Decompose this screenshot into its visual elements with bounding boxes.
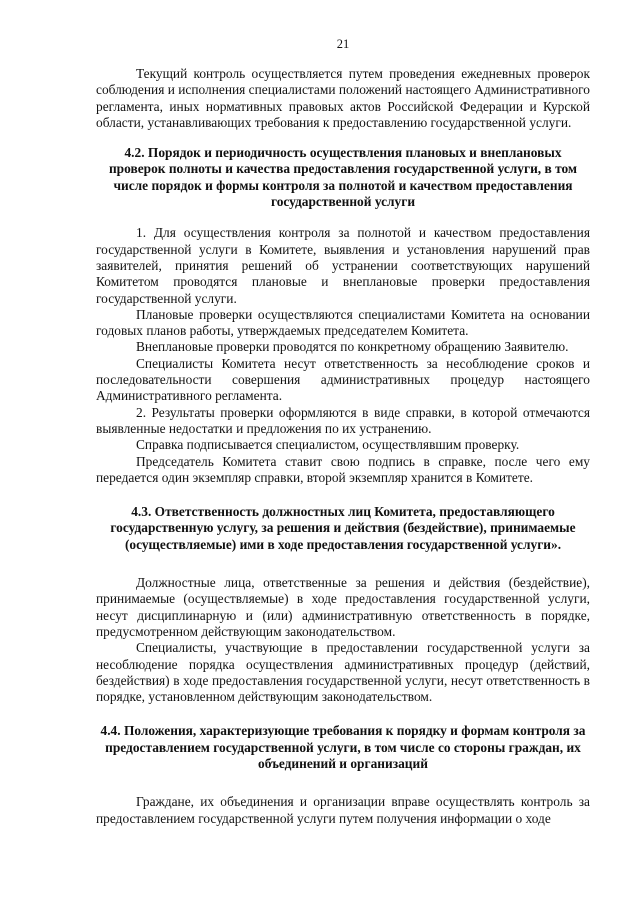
intro-paragraph: Текущий контроль осуществляется путем проведения ежедневных проверок соблюдения и исполнения специалистами положений настоящего Административного регламента, иных нормативных правовых актов Российской Федерации и Курской области, устанавливающих требования к предоставлению государственной услуги.: [96, 66, 590, 130]
section-4-2-paragraph-7: Председатель Комитета ставит свою подпись в справке, после чего ему передается один экземпляр справки, второй экземпляр хранится в Комитете.: [96, 453, 590, 485]
section-4-4-heading: 4.4. Положения, характеризующие требования к порядку и формам контроля за предоставлением государственной услуги, в том числе со стороны граждан, их объединений и организаций: [100, 723, 586, 771]
section-4-2-heading: 4.2. Порядок и периодичность осуществления плановых и внеплановых проверок полноты и качества предоставления государственной услуги, в том числе порядок и формы контроля за полнотой и качеством предоставления государственной услуги: [108, 145, 578, 210]
section-4-2-paragraph-5: 2. Результаты проверки оформляются в виде справки, в которой отмечаются выявленные недостатки и предложения по их устранению.: [96, 404, 590, 436]
section-4-2-paragraph-2: Плановые проверки осуществляются специалистами Комитета на основании годовых планов работы, утверждаемых председателем Комитета.: [96, 306, 590, 339]
section-4-2-paragraph-3: Внеплановые проверки проводятся по конкретному обращению Заявителю.: [136, 339, 569, 355]
section-4-3-heading: 4.3. Ответственность должностных лиц Комитета, предоставляющего государственную услугу, за решения и действия (бездействие), принимаемые (осуществляемые) ими в ходе предоставления государственной услуги».: [110, 504, 576, 552]
page-number: 21: [336, 37, 350, 51]
section-4-3-paragraph-2: Специалисты, участвующие в предоставлении государственной услуги за несоблюдение порядка осуществления административных процедур (действий, бездействия) в ходе предоставления государственной услуги, несут ответственность в порядке, установленном действующим законодательством.: [96, 640, 590, 705]
section-4-2-paragraph-6: Справка подписывается специалистом, осуществлявшим проверку.: [136, 437, 520, 453]
section-4-2-paragraph-1: 1. Для осуществления контроля за полнотой и качеством предоставления государственной услуги в Комитете, выявления и установления нарушений прав заявителей, принятия решений об устранении соответствующих нарушений Комитетом проводятся плановые и внеплановые проверки предоставления государственной услуги.: [96, 225, 590, 306]
section-4-4-paragraph-1: Граждане, их объединения и организации вправе осуществлять контроль за предоставлением государственной услуги путем получения информации о ходе: [96, 794, 590, 826]
section-4-3-paragraph-1: Должностные лица, ответственные за решения и действия (бездействие), принимаемые (осуществляемые) в ходе предоставления государственной услуги, несут дисциплинарную и (или) административную ответственность в порядке, предусмотренном действующим законодательством.: [96, 575, 590, 639]
section-4-2-paragraph-4: Специалисты Комитета несут ответственность за несоблюдение сроков и последовательности совершения административных процедур настоящего Административного регламента.: [96, 355, 590, 404]
